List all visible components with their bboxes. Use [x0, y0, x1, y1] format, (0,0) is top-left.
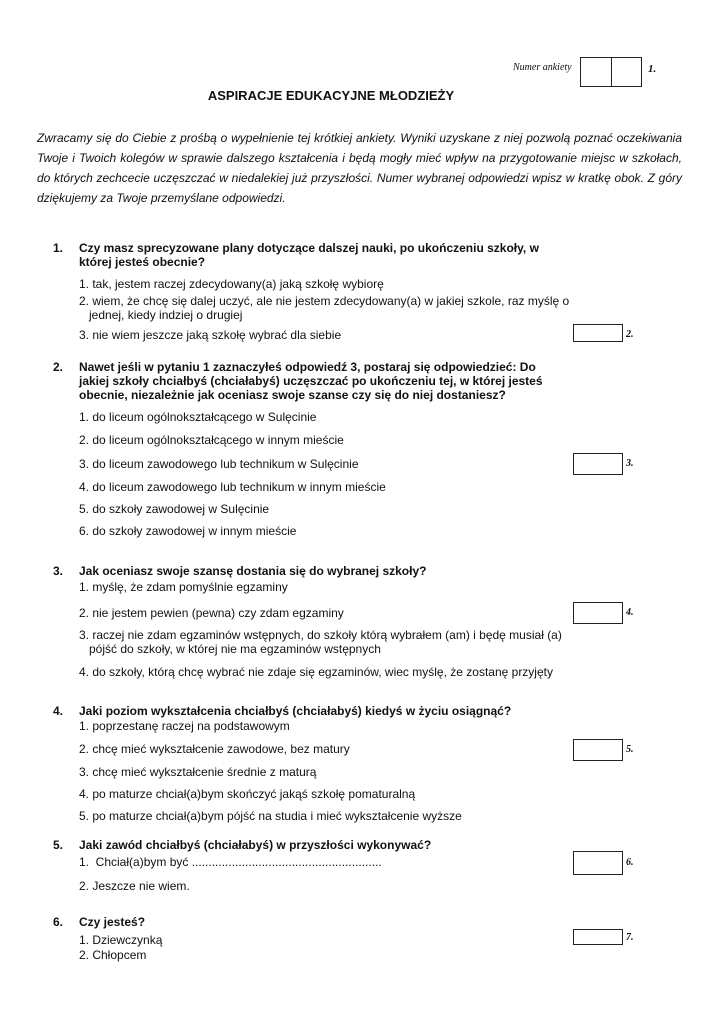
question-3-text: Jak oceniasz swoje szansę dostania się do wybranej szkoły? [79, 564, 427, 578]
question-5-number: 5. [53, 838, 64, 852]
field-number: 1. [648, 63, 657, 75]
question-1-text: Czy masz sprecyzowane plany dotyczące dalszej nauki, po ukończeniu szkoły, w której jesteś obecnie? [79, 241, 539, 269]
answer-code-q1: 2. [626, 329, 634, 340]
question-2-option-5: 5. do szkoły zawodowej w Sulęcinie [79, 502, 270, 516]
answer-code-q5: 6. [626, 857, 634, 868]
question-3-option-4: 4. do szkoły, którą chcę wybrać nie zdaje się egzaminów, wiec myślę, że zostanę przyjęty [79, 665, 553, 679]
answer-box-q5[interactable] [573, 851, 623, 875]
question-4-option-5: 5. po maturze chciał(a)bym pójść na studia i mieć wykształcenie wyższe [79, 809, 462, 823]
answer-code-q3: 4. [626, 607, 634, 618]
survey-number-label: Numer ankiety [513, 62, 572, 73]
answer-box-q3[interactable] [573, 602, 623, 624]
question-2-option-2: 2. do liceum ogólnokształcącego w innym mieście [79, 433, 344, 447]
question-6-text: Czy jesteś? [79, 915, 146, 929]
question-4-number: 4. [53, 704, 64, 718]
question-5-option-2: 2. Jeszcze nie wiem. [79, 879, 190, 893]
question-2-option-1: 1. do liceum ogólnokształcącego w Sulęcinie [79, 410, 317, 424]
question-2-number: 2. [53, 360, 64, 374]
answer-box-q4[interactable] [573, 739, 623, 761]
answer-box-q1[interactable] [573, 324, 623, 342]
question-5-text: Jaki zawód chciałbyś (chciałabyś) w przyszłości wykonywać? [79, 838, 432, 852]
question-3-option-3: 3. raczej nie zdam egzaminów wstępnych, do szkoły którą wybrałem (am) i będę musiał (a) pójść do szkoły, w której nie ma egzaminów wstępnych [79, 628, 562, 656]
question-3-option-1: 1. myślę, że zdam pomyślnie egzaminy [79, 580, 288, 594]
question-1-number: 1. [53, 241, 64, 255]
survey-number-box-1[interactable] [580, 57, 612, 87]
page-title: ASPIRACJE EDUKACYJNE MŁODZIEŻY [207, 88, 455, 103]
question-4-option-1: 1. poprzestanę raczej na podstawowym [79, 719, 290, 733]
survey-number-box-2[interactable] [611, 57, 642, 87]
question-3-number: 3. [53, 564, 64, 578]
question-1-option-3: 3. nie wiem jeszcze jaką szkołę wybrać dla siebie [79, 328, 342, 342]
question-6-number: 6. [53, 915, 64, 929]
answer-code-q2: 3. [626, 458, 634, 469]
question-4-option-4: 4. po maturze chciał(a)bym skończyć jakąś szkołę pomaturalną [79, 787, 416, 801]
answer-code-q4: 5. [626, 744, 634, 755]
question-4-text: Jaki poziom wykształcenia chciałbyś (chciałabyś) kiedyś w życiu osiągnąć? [79, 704, 512, 718]
question-6-option-1: 1. Dziewczynką [79, 933, 163, 947]
question-3-option-2: 2. nie jestem pewien (pewna) czy zdam egzaminy [79, 606, 344, 620]
question-2-option-6: 6. do szkoły zawodowej w innym mieście [79, 524, 297, 538]
question-2-text: Nawet jeśli w pytaniu 1 zaznaczyłeś odpowiedź 3, postaraj się odpowiedzieć: Do jakiej szkoły chciałbyś (chciałabyś) uczęszczać po ukończeniu tej, w której jesteś obecnie, niezależnie jak oceniasz swoje szanse czy się do niej dostaniesz? [79, 360, 543, 402]
question-2-option-4: 4. do liceum zawodowego lub technikum w innym mieście [79, 480, 386, 494]
answer-box-q6[interactable] [573, 929, 623, 945]
answer-code-q6: 7. [626, 932, 634, 943]
intro-paragraph: Zwracamy się do Ciebie z prośbą o wypełnienie tej krótkiej ankiety. Wyniki uzyskane z niej pozwolą poznać oczekiwania Twoje i Twoich kolegów w sprawie dalszego kształcenia i będą mogły mieć wpływ na przygotowanie miejsc w szkołach, do których zechcecie uczęszczać w niedalekiej już przyszłości. Numer wybranej odpowiedzi wpisz w kratkę obok. Z góry dziękujemy za Twoje przemyślane odpowiedzi. [37, 131, 682, 205]
answer-box-q2[interactable] [573, 453, 623, 475]
question-4-option-3: 3. chcę mieć wykształcenie średnie z maturą [79, 765, 317, 779]
question-1-option-2: 2. wiem, że chcę się dalej uczyć, ale nie jestem zdecydowany(a) w jakiej szkole, raz myślę o jednej, kiedy indziej o drugiej [79, 294, 570, 322]
question-6-option-2: 2. Chłopcem [79, 948, 147, 962]
question-1-option-1: 1. tak, jestem raczej zdecydowany(a) jaką szkołę wybiorę [79, 277, 384, 291]
question-5-option-1: 1. Chciał(a)bym być ......................................................... [79, 855, 382, 869]
question-4-option-2: 2. chcę mieć wykształcenie zawodowe, bez matury [79, 742, 350, 756]
question-2-option-3: 3. do liceum zawodowego lub technikum w Sulęcinie [79, 457, 359, 471]
